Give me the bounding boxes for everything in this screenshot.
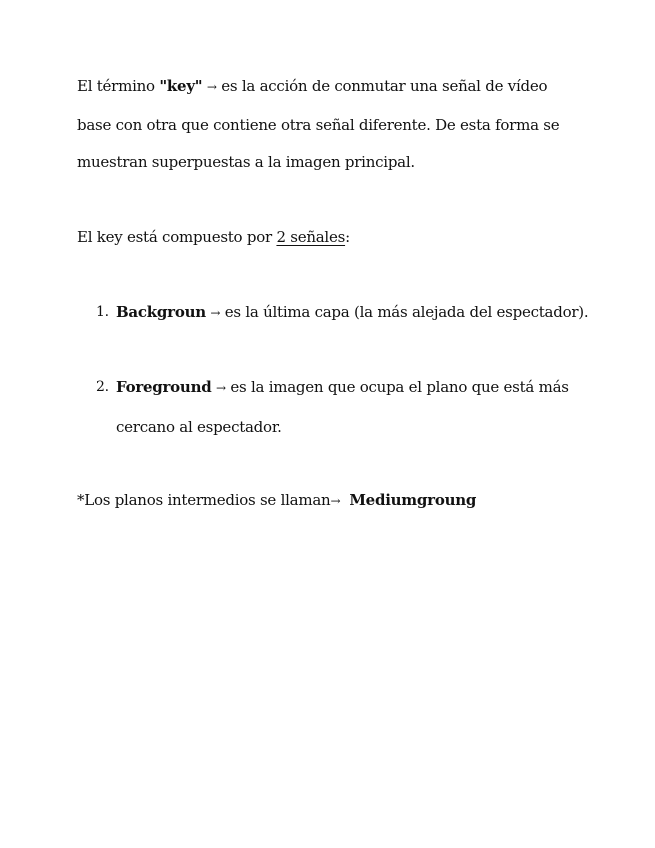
footnote-term: Mediumgroung: [349, 491, 477, 509]
footnote-paragraph: [77, 482, 597, 521]
list-item-line-2: cercano al espectador.: [116, 417, 282, 436]
key-definition-paragraph: [77, 68, 597, 182]
arrow-icon: →: [330, 494, 341, 508]
list-item-term: Foreground: [116, 378, 212, 396]
paragraph-text: El término: [77, 77, 160, 95]
arrow-icon: →: [216, 381, 226, 395]
list-item-text: es la última capa (la más alejada del espectador).: [220, 303, 589, 321]
list-item-term: Backgroun: [116, 303, 206, 321]
arrow-icon: →: [206, 80, 217, 94]
paragraph-line-1: [77, 68, 597, 107]
footnote-text: *Los planos intermedios se llaman: [77, 491, 331, 509]
spacer: [340, 491, 349, 509]
list-number: 1.: [96, 304, 109, 320]
key-composition-paragraph: [77, 219, 597, 257]
underlined-term: 2 señales: [276, 228, 346, 246]
paragraph-text: El key está compuesto por: [77, 228, 277, 246]
list-item-body: [116, 293, 616, 333]
key-term: "key": [159, 77, 203, 95]
paragraph-text: es la acción de conmutar una señal de vídeo: [216, 77, 548, 95]
list-item-line-1: [116, 293, 616, 333]
list-number: 2.: [96, 379, 109, 395]
paragraph-line-3: muestran superpuestas a la imagen principal.: [77, 153, 415, 171]
list-item-background: [96, 293, 616, 333]
list-item-line-1: [116, 368, 616, 408]
list-item-foreground: [96, 368, 616, 446]
list-item-text: es la imagen que ocupa el plano que está más: [225, 378, 569, 396]
arrow-icon: →: [210, 306, 221, 320]
paragraph-line-2: base con otra que contiene otra señal diferente. De esta forma se: [77, 115, 560, 134]
paragraph-text: :: [345, 228, 350, 246]
list-item-body: [116, 368, 616, 446]
